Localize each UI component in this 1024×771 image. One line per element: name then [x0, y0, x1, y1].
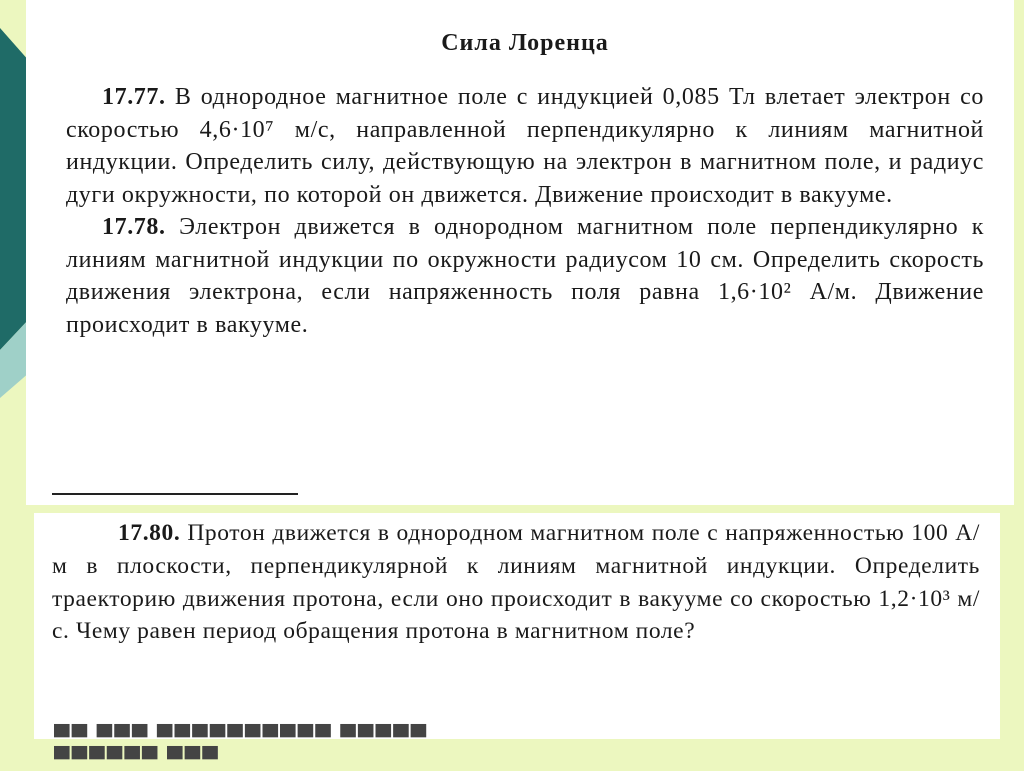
problem-number: 17.78. [102, 214, 166, 240]
problem-text: В однородное магнитное поле с индукцией 0,085 Тл влетает электрон со скоростью 4,6·10⁷ м/с, направленной перпендикулярно к линиям магнитной индукции. Определить силу, действующую на электрон в магнитном поле, и радиус дуги окружности, по которой он движется. Движение происходит в вакууме. [66, 84, 984, 208]
section-divider-line [52, 493, 298, 495]
problem-text: Электрон движется в однородном магнитном поле перпендикулярно к линиям магнитной индукции по окружности радиусом 10 см. Определить скорость движения электрона, если напряженность поля равна 1,6·10² А/м. Движение происходит в вакууме. [66, 214, 984, 338]
page-title: Сила Лоренца [441, 30, 609, 56]
problem-17-77 [66, 81, 984, 211]
problem-text: Протон движется в однородном магнитном поле с напряженностью 100 А/м в плоскости, перпендикулярной к линиям магнитной индукции. Определить траекторию движения протона, если оно происходит в вакууме со скоростью 1,2·10³ м/с. Чему равен период обращения протона в магнитном поле? [52, 520, 980, 645]
cut-off-text-line: ▀▀ ▀▀▀ ▀▀▀▀▀▀▀▀▀▀ ▀▀▀▀▀ ▀▀▀▀▀▀ ▀▀▀ [54, 724, 429, 771]
problem-number: 17.80. [118, 520, 181, 546]
scanned-page-bottom [34, 513, 1000, 771]
problem-17-78 [66, 211, 984, 341]
problem-number: 17.77. [102, 84, 166, 110]
scanned-page-top [26, 0, 1014, 505]
problem-17-80 [52, 517, 980, 648]
